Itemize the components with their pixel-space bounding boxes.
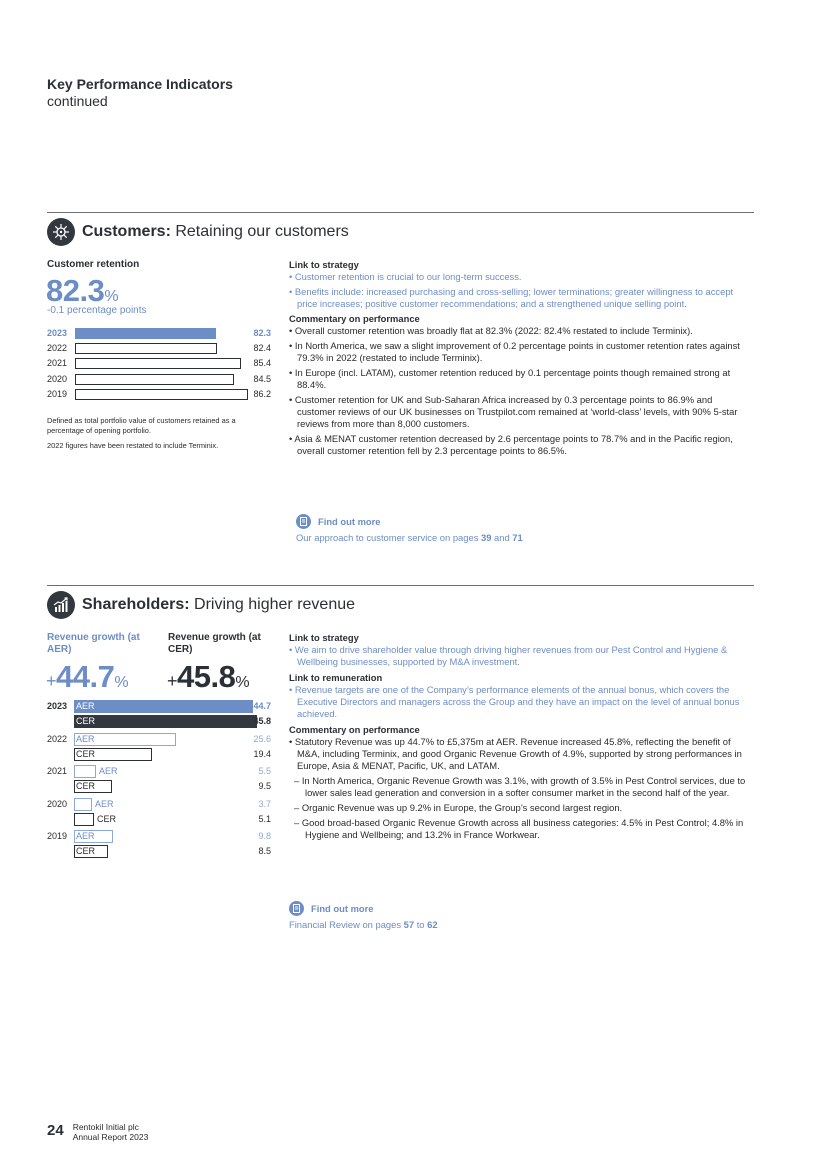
- find-out-more-link[interactable]: Our approach to customer service on pages 39 and 71: [296, 532, 523, 543]
- customers-heading: Customers: Retaining our customers: [82, 223, 349, 240]
- commentary-subitem: – Organic Revenue was up 9.2% in Europe, the Group’s second largest region.: [294, 802, 623, 813]
- revenue-bar-cer: [74, 813, 94, 826]
- revenue-series-label: CER: [76, 846, 96, 856]
- retention-year-label: 2020: [47, 373, 68, 384]
- revenue-value-label: 3.7: [258, 798, 271, 809]
- revenue-value-label: 9.8: [258, 831, 271, 841]
- retention-bar: [75, 374, 234, 385]
- revenue-bar-aer: [74, 798, 92, 811]
- retention-year-label: 2022: [47, 343, 68, 354]
- revenue-bar-row-cer: [47, 845, 271, 858]
- commentary-item: • Statutory Revenue was up 44.7% to £5,375m at AER. Revenue increased 45.8%, reflecting the benefit of M&A, including Terminix, and good Organic Revenue Growth of 4.9%, supported by strong performances in Europe, Asia & MENAT, Pacific, UK, and LATAM.: [289, 736, 742, 771]
- report-name: Annual Report 2023: [72, 1132, 149, 1142]
- revenue-value-label: 44.7: [253, 701, 271, 711]
- revenue-value-label: 25.6: [253, 733, 271, 744]
- revenue-series-label: CER: [76, 716, 96, 726]
- shareholders-find-out-more[interactable]: [289, 901, 438, 931]
- find-out-more-label: Find out more: [318, 516, 381, 527]
- remuneration-item: • Revenue targets are one of the Company’s performance elements of the annual bonus, which covers the Executive Directors and managers across the Group and they have an impact on the level of annual bonus achieved.: [289, 684, 740, 719]
- commentary-heading: Commentary on performance: [289, 313, 420, 324]
- revenue-value-label: 5.1: [258, 813, 271, 824]
- retention-year-label: 2019: [47, 388, 68, 399]
- retention-bar: [75, 389, 248, 400]
- revenue-value-label: 5.5: [258, 766, 271, 776]
- virus-icon: [47, 218, 75, 246]
- find-out-more-label: Find out more: [311, 903, 374, 914]
- retention-value-label: 86.2: [253, 388, 271, 399]
- revenue-bar-row-cer: [47, 715, 271, 728]
- shareholders-heading: Shareholders: Driving higher revenue: [82, 596, 356, 613]
- revenue-value-label: 45.8: [253, 716, 271, 726]
- revenue-year-label: 2019: [47, 831, 68, 841]
- revenue-bar-row-cer: [47, 748, 271, 761]
- customer-retention-change: -0.1 percentage points: [47, 305, 147, 316]
- revenue-value-label: 19.4: [253, 748, 271, 759]
- customer-retention-value: 82.3%: [46, 273, 119, 308]
- revenue-bar-aer: [74, 765, 96, 778]
- commentary-heading: Commentary on performance: [289, 724, 420, 735]
- revenue-year-label: 2023: [47, 701, 68, 711]
- document-icon: [296, 514, 311, 529]
- retention-year-label: 2021: [47, 358, 68, 369]
- commentary-item: • In Europe (incl. LATAM), customer retention reduced by 0.1 percentage points though remained strong at 88.4%.: [289, 367, 731, 390]
- revenue-year-label: 2021: [47, 766, 68, 776]
- strategy-item: • Benefits include: increased purchasing and cross-selling; lower terminations; greater willingness to accept price increases; positive customer recommendations; and a strengthened unique selling point.: [289, 286, 734, 309]
- section-divider: [47, 585, 754, 586]
- revenue-bar-row-aer: [47, 765, 271, 778]
- page-title: Key Performance Indicators: [47, 76, 233, 92]
- strategy-item: • We aim to drive shareholder value through driving higher revenues from our Pest Control and Hygiene & Wellbeing businesses, supported by M&A investment.: [289, 644, 728, 667]
- shareholders-right-column: [289, 632, 752, 844]
- page-header: [47, 76, 233, 110]
- retention-bar-row: [47, 373, 271, 386]
- company-name: Rentokil Initial plc: [72, 1122, 139, 1132]
- revenue-series-label: AER: [95, 798, 114, 809]
- commentary-item: • Overall customer retention was broadly flat at 82.3% (2022: 82.4% restated to include Terminix).: [289, 325, 693, 336]
- commentary-subitem: – Good broad-based Organic Revenue Growth across all business categories: 4.5% in Pest Control; 4.8% in Hygiene and Wellbeing; and 13.2% in France Workwear.: [294, 817, 744, 840]
- revenue-bar-row-aer: [47, 830, 271, 843]
- retention-value-label: 85.4: [253, 358, 271, 369]
- revenue-year-label: 2020: [47, 798, 68, 809]
- revenue-growth-aer-value: +44.7%: [46, 659, 129, 694]
- retention-year-label: 2023: [47, 328, 68, 338]
- link-to-strategy-heading: Link to strategy: [289, 632, 359, 643]
- revenue-bar-row-cer: [47, 813, 271, 826]
- strategy-item: • Customer retention is crucial to our long-term success.: [289, 271, 522, 282]
- section-divider: [47, 212, 754, 213]
- revenue-bar-row-aer: [47, 798, 271, 811]
- retention-bar: [75, 358, 241, 369]
- revenue-value-label: 8.5: [258, 846, 271, 856]
- page-number: 24: [47, 1122, 64, 1139]
- retention-bar: [75, 328, 216, 339]
- retention-bar-row: [47, 357, 271, 370]
- retention-bar: [75, 343, 217, 354]
- revenue-series-label: AER: [76, 701, 95, 711]
- commentary-item: • In North America, we saw a slight improvement of 0.2 percentage points in customer retention rates against 79.3% in 2022 (restated to include Terminix).: [289, 340, 740, 363]
- link-to-strategy-heading: Link to strategy: [289, 259, 359, 270]
- revenue-series-label: AER: [76, 733, 95, 744]
- revenue-series-label: CER: [76, 748, 96, 759]
- find-out-more-link[interactable]: Financial Review on pages 57 to 62: [289, 919, 438, 930]
- page-subtitle: continued: [47, 93, 108, 109]
- customer-retention-label: Customer retention: [47, 259, 140, 270]
- retention-bar-row: [47, 388, 271, 401]
- shareholders-section-heading: [47, 591, 355, 619]
- revenue-series-label: AER: [76, 831, 95, 841]
- revenue-year-label: 2022: [47, 733, 68, 744]
- revenue-series-label: CER: [97, 813, 117, 824]
- restatement-note: 2022 figures have been restated to include Terminix.: [47, 441, 219, 450]
- customers-find-out-more[interactable]: [296, 514, 523, 544]
- commentary-subitem: – In North America, Organic Revenue Growth was 3.1%, with growth of 3.5% in Pest Control services, due to lower sales lead generation and conversion in a softer consumer market in the second half of the year.: [294, 775, 746, 798]
- revenue-growth-aer-label: Revenue growth (at AER): [47, 632, 140, 655]
- revenue-series-label: CER: [76, 781, 96, 791]
- retention-bar-row: [47, 342, 271, 355]
- retention-bar-row: [47, 327, 271, 340]
- revenue-bar-aer: [74, 700, 253, 713]
- customers-right-column: [289, 259, 752, 460]
- revenue-series-label: AER: [99, 766, 118, 776]
- retention-value-label: 84.5: [253, 373, 271, 384]
- revenue-bar-row-cer: [47, 780, 271, 793]
- retention-value-label: 82.4: [253, 343, 271, 354]
- retention-value-label: 82.3: [253, 328, 271, 338]
- revenue-growth-cer-label: Revenue growth (at CER): [168, 632, 261, 655]
- revenue-growth-cer-value: +45.8%: [167, 659, 250, 694]
- revenue-bar-row-aer: [47, 733, 271, 746]
- revenue-bar-cer: [74, 715, 257, 728]
- retention-definition-note: Defined as total portfolio value of customers retained as a percentage of opening portfolio.: [47, 416, 236, 435]
- revenue-bar-row-aer: [47, 700, 271, 713]
- document-icon: [289, 901, 304, 916]
- page-footer: [47, 1122, 148, 1142]
- link-to-remuneration-heading: Link to remuneration: [289, 672, 383, 683]
- commentary-item: • Asia & MENAT customer retention decreased by 2.6 percentage points to 78.7% and in the Pacific region, overall customer retention fell by 2.3 percentage points to 86.5%.: [289, 433, 733, 456]
- commentary-item: • Customer retention for UK and Sub-Saharan Africa increased by 0.3 percentage points to 86.9% and customer reviews of our UK businesses on Trustpilot.com remained at ‘world-class’ levels, with 90% 5-star reviews from more than 8,000 customers.: [289, 394, 738, 429]
- revenue-chart-icon: [47, 591, 75, 619]
- customers-section-heading: [47, 218, 349, 246]
- revenue-value-label: 9.5: [258, 781, 271, 791]
